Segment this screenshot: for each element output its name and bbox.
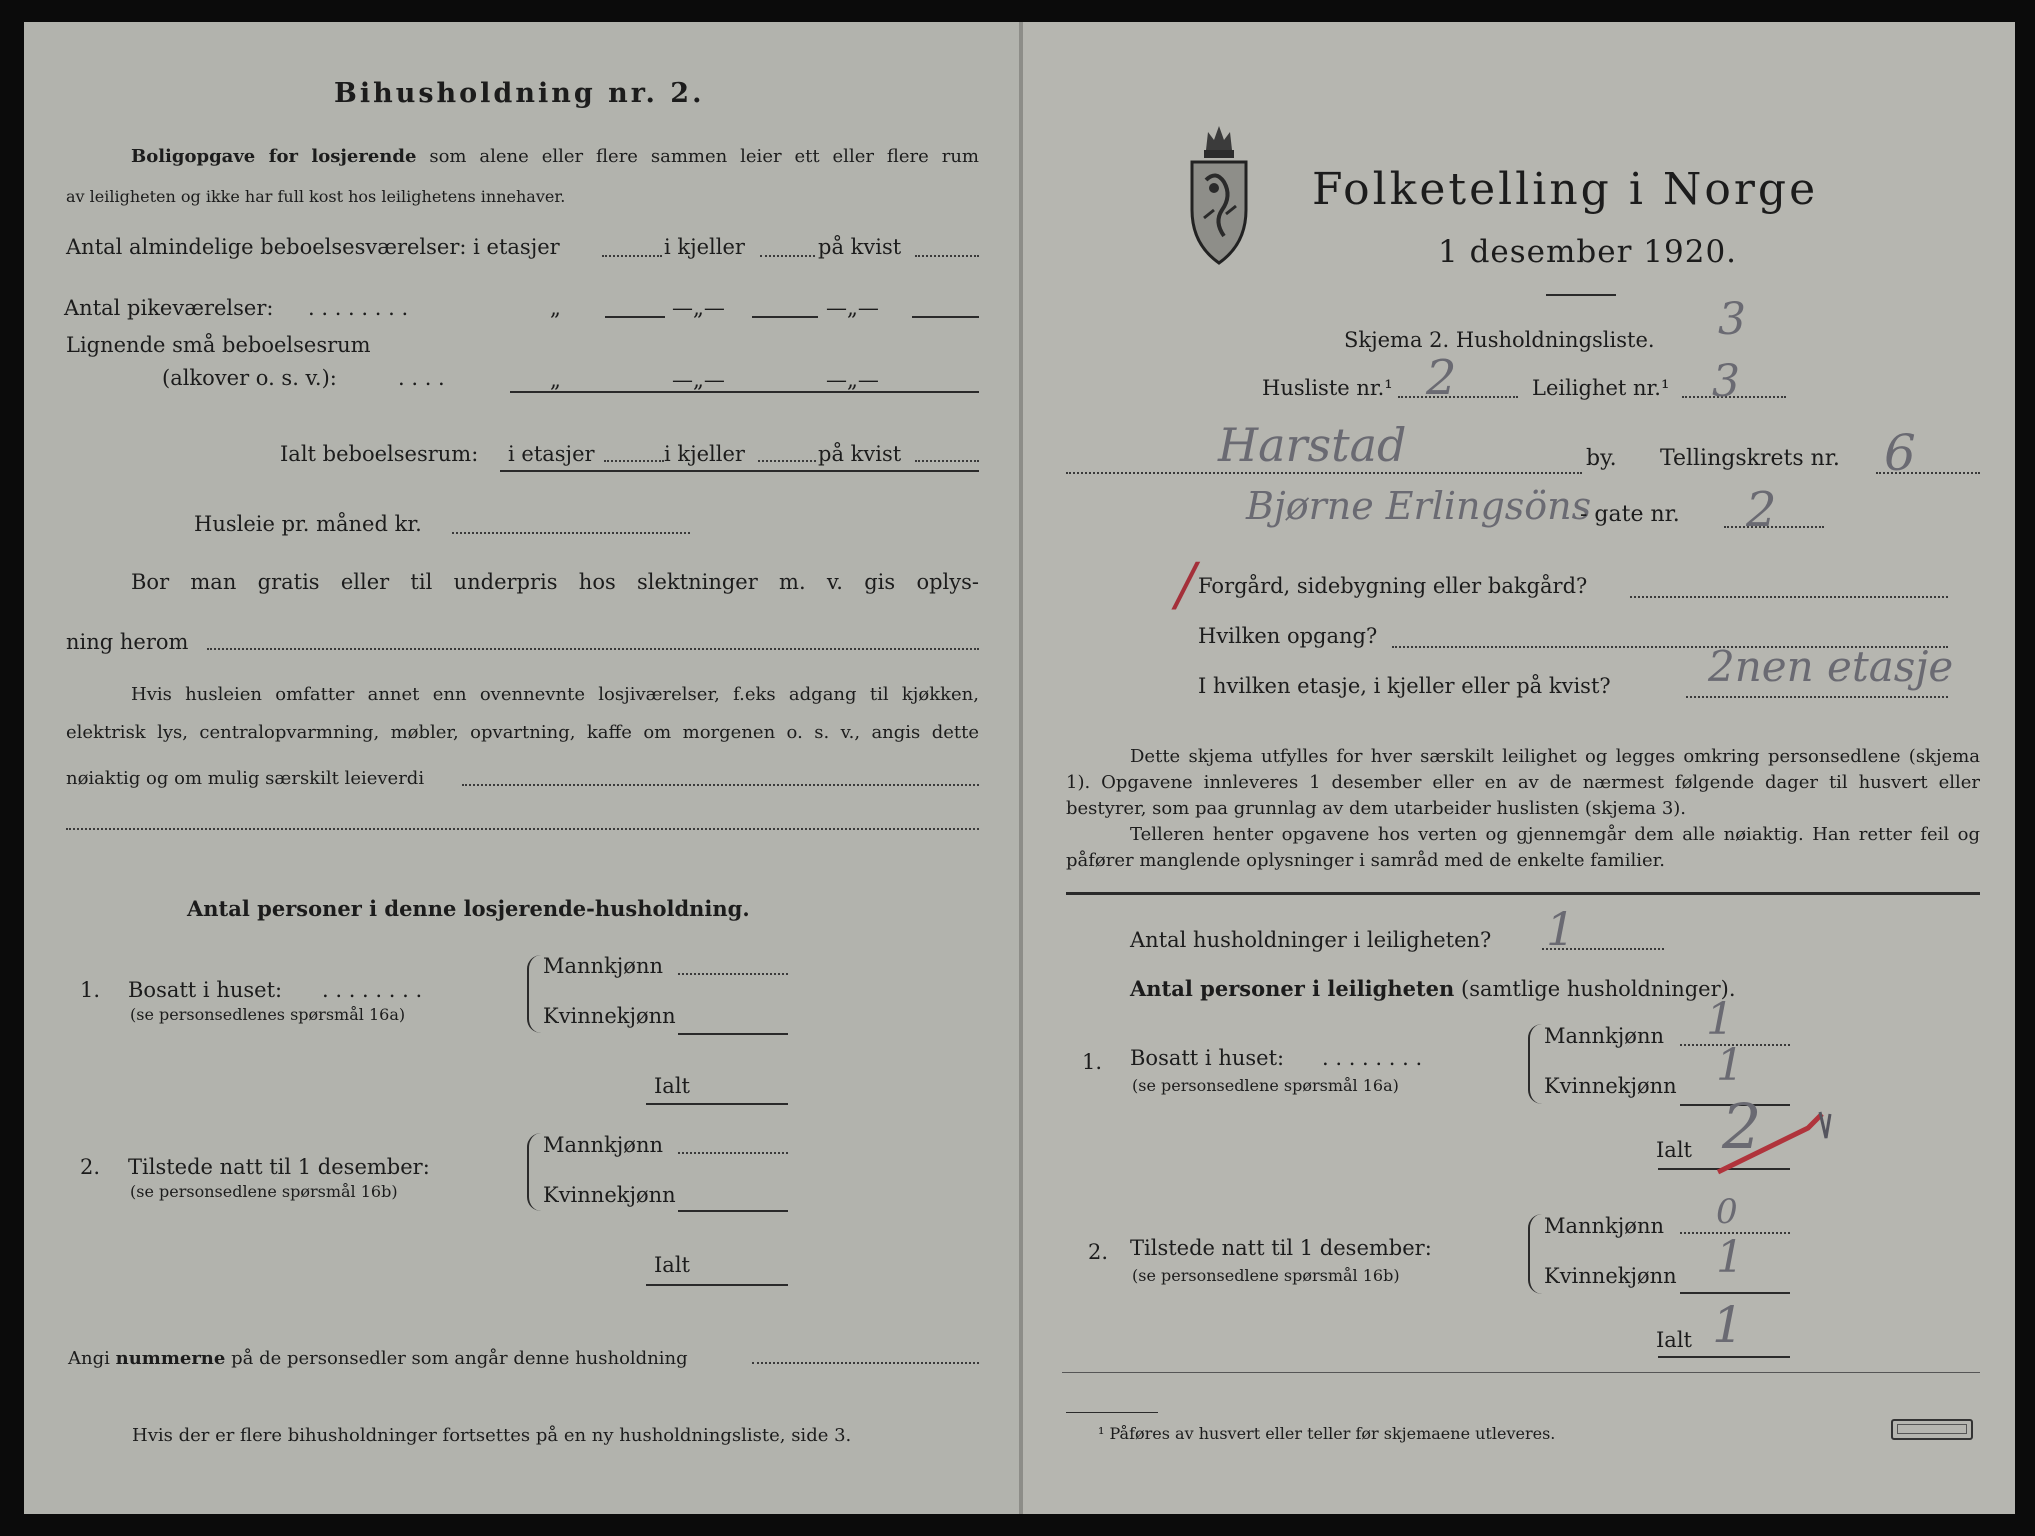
forgard-check-mark: /	[1176, 550, 1196, 618]
left-footer: Hvis der er flere bihusholdninger fortsettes på en ny husholdningsliste, side 3.	[132, 1425, 852, 1446]
hush-label: Antal husholdninger i leiligheten?	[1130, 928, 1492, 952]
instructions-para-2: Telleren henter opgavene hos verten og gjennemgår dem alle nøiaktig. Han retter feil og påfører manglende oplysninger i samråd med de enkelte familier.	[1066, 824, 1980, 871]
printer-stamp	[1891, 1419, 1973, 1440]
rooms-kvist-field[interactable]	[915, 255, 979, 257]
right-q1-note: (se personsedlene spørsmål 16a)	[1132, 1076, 1399, 1095]
husliste-field[interactable]	[1398, 396, 1518, 398]
intro-rest: som alene eller flere sammen leier ett eller flere rum	[429, 146, 979, 167]
by-label: by.	[1586, 446, 1617, 471]
right-q2-brace	[1528, 1214, 1542, 1294]
right-q1-mann: Mannkjønn	[1544, 1024, 1665, 1048]
alkover-ditto-2: —„—	[672, 368, 725, 392]
instructions-para-1: Dette skjema utfylles for hver særskilt leilighet og legges omkring personsedlene (skjema 1). Opgavene innleveres 1 desember eller en av de nærmest følgende dager til husvert eller bestyrer, som paa grunnlag av dem utarbeider huslisten (skjema 3).	[1066, 746, 1980, 819]
alkover-label: (alkover o. s. v.):	[162, 366, 337, 390]
right-persons-heading	[1130, 976, 1736, 1001]
pike-label: Antal pikeværelser:	[64, 296, 274, 320]
husliste-label: Husliste nr.¹	[1262, 376, 1393, 400]
pike-ditto-2: —„—	[672, 296, 725, 320]
right-q2-ialt-field[interactable]	[1658, 1356, 1790, 1358]
left-q2-brace	[527, 1133, 541, 1211]
krets-hand: 6	[1884, 424, 1916, 482]
right-q1-kvinne: Kvinnekjønn	[1544, 1074, 1677, 1098]
forgard-label: Forgård, sidebygning eller bakgård?	[1198, 574, 1588, 598]
left-q1-ialt-field[interactable]	[646, 1103, 788, 1105]
leilighet-label: Leilighet nr.¹	[1532, 376, 1670, 400]
right-q2-note: (se personsedlene spørsmål 16b)	[1132, 1266, 1400, 1285]
pike-field-1[interactable]	[605, 316, 665, 318]
left-q1-mann-field[interactable]	[678, 973, 788, 975]
ialt-rooms-label: Ialt beboelsesrum:	[280, 442, 479, 466]
left-q1-kvinne: Kvinnekjønn	[543, 1004, 676, 1028]
right-q1-brace	[1528, 1024, 1542, 1104]
alkover-ditto: „	[550, 368, 561, 392]
leieverdi-field[interactable]	[462, 784, 979, 786]
left-q1-brace	[527, 955, 541, 1033]
angi-line	[68, 1348, 688, 1369]
gratis-field[interactable]	[207, 648, 979, 650]
rooms-etasjer-field[interactable]	[602, 255, 662, 257]
right-persons-bold: Antal personer i leiligheten	[1130, 976, 1455, 1001]
skjema-label: Skjema 2. Husholdningsliste.	[1344, 328, 1655, 352]
right-q2-kvinne-field[interactable]	[1680, 1292, 1790, 1294]
city-field[interactable]	[1066, 472, 1582, 474]
right-title: Folketelling i Norge	[1312, 164, 1819, 215]
page-fold	[1019, 22, 1023, 1514]
gate-label: - gate nr.	[1580, 502, 1680, 527]
husleie-label: Husleie pr. måned kr.	[194, 512, 422, 536]
right-q2-num: 2.	[1088, 1240, 1109, 1264]
correction-stroke-icon	[1716, 1108, 1832, 1176]
title-rule	[1546, 294, 1616, 296]
footnote: ¹ Påføres av husvert eller teller før skjemaene utleveres.	[1098, 1424, 1556, 1443]
right-q1-dots: . . . . . . . .	[1322, 1046, 1423, 1070]
hvis-line-1: Hvis husleien omfatter annet enn ovennevnte losjiværelser, f.eks adgang til kjøkken,	[131, 684, 979, 705]
etasje-field[interactable]	[1686, 696, 1948, 698]
left-q1-ialt: Ialt	[654, 1074, 690, 1098]
pike-ditto-3: —„—	[826, 296, 879, 320]
rooms-kvist-label: på kvist	[818, 235, 902, 259]
footer-rule	[1062, 1372, 1980, 1373]
right-q2-label: Tilstede natt til 1 desember:	[1130, 1236, 1432, 1260]
right-persons-rest: (samtlige husholdninger).	[1461, 977, 1736, 1001]
left-q1-note: (se personsedlenes spørsmål 16a)	[130, 1005, 406, 1024]
ialt-kvist-field[interactable]	[915, 460, 979, 462]
alkover-underline	[510, 391, 979, 393]
opgang-label: Hvilken opgang?	[1198, 624, 1378, 648]
right-q2-kvinne-hand: 1	[1716, 1232, 1744, 1283]
rooms-kjeller-field[interactable]	[760, 255, 815, 257]
left-q2-ialt: Ialt	[654, 1253, 690, 1277]
hvis-line-2: elektrisk lys, centralopvarmning, møbler, opvartning, kaffe om morgenen o. s. v., angis dette	[66, 722, 979, 743]
right-q2-mann-hand: 0	[1716, 1192, 1738, 1232]
left-q1-label: Bosatt i huset:	[128, 978, 283, 1002]
pike-ditto: „	[550, 296, 561, 320]
street-hand: Bjørne Erlingsöns	[1246, 484, 1592, 528]
leilighet-hand: 3	[1712, 356, 1740, 407]
left-q2-ialt-field[interactable]	[646, 1284, 788, 1286]
pike-dots: . . . . . . . .	[308, 296, 409, 320]
intro-bold: Boligopgave for losjerende	[131, 146, 417, 167]
left-q1-kvinne-field[interactable]	[678, 1033, 788, 1035]
right-q1-num: 1.	[1082, 1050, 1103, 1074]
alkover-ditto-3: —„—	[826, 368, 879, 392]
section-rule	[1066, 892, 1980, 895]
angi-rest: på de personsedler som angår denne husholdning	[231, 1348, 688, 1369]
left-q2-label: Tilstede natt til 1 desember:	[128, 1155, 430, 1179]
angi-field[interactable]	[752, 1362, 979, 1364]
ialt-underline	[500, 470, 979, 472]
city-hand: Harstad	[1218, 418, 1407, 472]
footnote-rule	[1066, 1412, 1158, 1413]
left-q2-kvinne-field[interactable]	[678, 1210, 788, 1212]
right-q1-mann-hand: 1	[1706, 994, 1734, 1045]
pike-field-3[interactable]	[912, 316, 979, 318]
left-persons-heading: Antal personer i denne losjerende-husholdning.	[187, 896, 750, 921]
hush-hand: 1	[1546, 902, 1576, 956]
right-q2-ialt: Ialt	[1656, 1328, 1692, 1352]
angi-bold: nummerne	[115, 1348, 226, 1369]
ialt-etasjer-label: i etasjer	[508, 442, 595, 466]
right-date: 1 desember 1920.	[1438, 234, 1738, 270]
left-title: Bihusholdning nr. 2.	[334, 78, 705, 109]
alkover-dots: . . . .	[398, 366, 445, 390]
right-q2-ialt-hand: 1	[1712, 1296, 1744, 1354]
ialt-kvist-label: på kvist	[818, 442, 902, 466]
leieverdi-field-2[interactable]	[66, 828, 979, 830]
skjema-hand: 3	[1718, 294, 1746, 345]
gratis-text-2: ning herom	[66, 630, 189, 654]
right-q2-mann: Mannkjønn	[1544, 1214, 1665, 1238]
krets-label: Tellingskrets nr.	[1660, 446, 1840, 471]
etasje-label: I hvilken etasje, i kjeller eller på kvist?	[1198, 674, 1611, 698]
printer-stamp-inner	[1897, 1424, 1967, 1434]
intro-line-1	[131, 146, 979, 167]
gratis-text: Bor man gratis eller til underpris hos slektninger m. v. gis oplys-	[131, 570, 979, 594]
right-q1-ialt: Ialt	[1656, 1138, 1692, 1162]
right-q1-label: Bosatt i huset:	[1130, 1046, 1285, 1070]
ialt-kjeller-field[interactable]	[758, 460, 816, 462]
forgard-field[interactable]	[1630, 596, 1948, 598]
husliste-hand: 2	[1426, 350, 1457, 406]
left-q1-mann: Mannkjønn	[543, 954, 664, 978]
pike-field-2[interactable]	[752, 316, 818, 318]
small-rooms-label: Lignende små beboelsesrum	[66, 333, 371, 357]
rooms-kjeller-label: i kjeller	[664, 235, 745, 259]
left-q2-note: (se personsedlene spørsmål 16b)	[130, 1182, 398, 1201]
right-q1-kvinne-hand: 1	[1716, 1040, 1744, 1091]
husleie-field[interactable]	[452, 532, 690, 534]
left-q2-num: 2.	[80, 1155, 101, 1179]
angi-pre: Angi	[68, 1348, 110, 1369]
right-q2-kvinne: Kvinnekjønn	[1544, 1264, 1677, 1288]
left-q1-num: 1.	[80, 978, 101, 1002]
left-q1-dots: . . . . . . . .	[322, 978, 423, 1002]
rooms-label: Antal almindelige beboelsesværelser: i etasjer	[66, 235, 560, 259]
right-q1-ialt-hand: 2	[1722, 1090, 1762, 1163]
gate-hand: 2	[1746, 482, 1777, 538]
intro-line-2: av leiligheten og ikke har full kost hos leilighetens innehaver.	[66, 187, 566, 206]
hvis-line-3: nøiaktig og om mulig særskilt leieverdi	[66, 768, 425, 789]
coat-of-arms-icon	[1186, 118, 1252, 268]
left-q2-mann-field[interactable]	[678, 1152, 788, 1154]
ialt-etasjer-field[interactable]	[604, 460, 664, 462]
left-q2-mann: Mannkjønn	[543, 1133, 664, 1157]
etasje-hand: 2nen etasje	[1708, 642, 1954, 691]
left-q2-kvinne: Kvinnekjønn	[543, 1183, 676, 1207]
ialt-kjeller-label: i kjeller	[664, 442, 745, 466]
